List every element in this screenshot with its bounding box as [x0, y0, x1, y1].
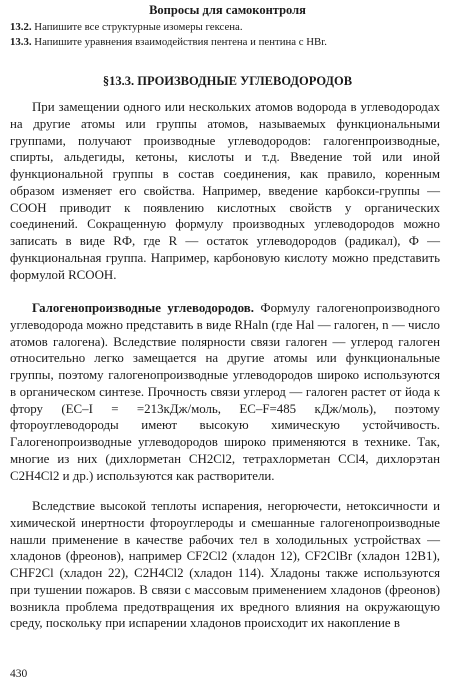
question-text: Напишите уравнения взаимодействия пентена и пентина с HBr.: [34, 36, 327, 48]
question-number: 13.3.: [10, 36, 32, 48]
self-check-questions: [10, 20, 440, 50]
question-number: 13.2.: [10, 21, 32, 33]
question-text: Напишите все структурные изомеры гексена.: [34, 21, 243, 33]
paragraph-text: Вследствие высокой теплоты испарения, негорючести, нетоксичности и химической инертности фтороуглероды и смешанные галогенопроизводные нашли применение в качестве рабочих тел в холодильных устройствах — хладонов (фреонов), например CF2Cl2 (хладон 12), CF2ClBr (хладон 12В1), CHF2Cl (хладон 22), C2H4Cl2 (хладон 114). Хладоны также используются при тушении пожаров. В связи с массовым применением хладонов (фреонов) возникла проблема предотвращения их вредного влияния на окружающую среду, поскольку при испарении хладонов происходит их накопление в: [10, 499, 440, 631]
paragraph-text: При замещении одного или нескольких атомов водорода в углеводородах на другие атомы или группы атомов, называемых функциональными группами, получают производные углеводородов: галогенпроизводные, спирты, альдегиды, кетоны, кислоты и т.д. Введение той или иной функциональной группы в состав соединения, как правило, коренным образом изменяет его свойства. Например, введение карбокси-группы — COOH приводит к появлению кислотных свойств у органических соединений. Сокращенную формулу производных углеводородов можно записать в виде RФ, где R — остаток углеводородов (радикал), Ф — функциональная группа. Например, карбоновую кислоту можно представить формулой RCOOH.: [10, 100, 440, 282]
paragraph-intro: [10, 99, 440, 283]
paragraph-halogen-derivatives: [10, 300, 440, 484]
paragraph-freons: [10, 498, 440, 632]
paragraph-text: Формулу галогенопроизводного углеводорода можно представить в виде RHaln (где Hal — галоген, n — число атомов галогена). Вследствие полярности связи галоген — углерод галоген относительно легко замещается на другие атомы или функциональные группы, поэтому галогенопроизводные углеводородов широко используются в органическом синтезе. Прочность связи углерод — галоген растет от йода к фтору (EC–I = =213кДж/моль, EC–F=485 кДж/моль), поэтому фтороуглеводороды имеют высокую химическую устойчивость. Галогенопроизводные углеводородов широко применяются в технике. Так, многие из них (дихлорметан CH2Cl2, тетрахлорметан CCl4, дихлорэтан C2H4Cl2 и др.) используются как растворители.: [10, 301, 440, 483]
section-title: §13.3. ПРОИЗВОДНЫЕ УГЛЕВОДОРОДОВ: [102, 74, 353, 88]
question-item: [10, 35, 440, 50]
running-header: Вопросы для самоконтроля: [149, 3, 306, 17]
question-item: [10, 20, 440, 35]
paragraph-lead-term: Галогенопроизводные углеводородов.: [32, 301, 254, 315]
page-number: 430: [10, 668, 28, 680]
